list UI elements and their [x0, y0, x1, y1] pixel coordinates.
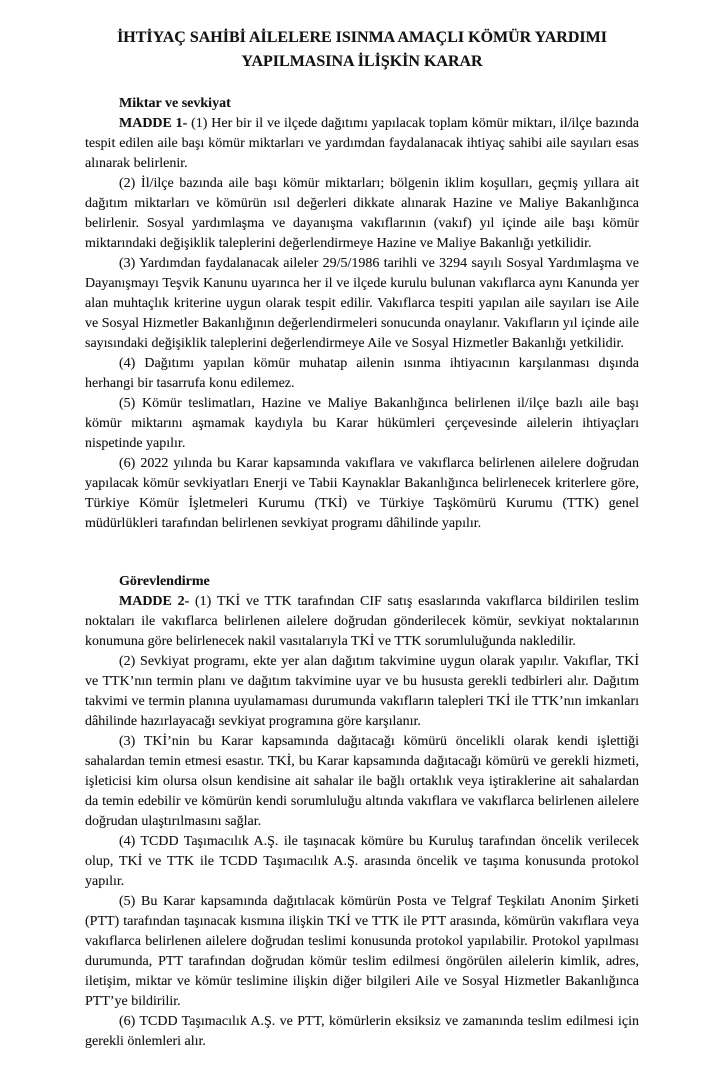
madde-2-paragraph-1-text: (1) TKİ ve TTK tarafından CIF satış esaslarında vakıflarca bildirilen teslim noktaları ile vakıflarca belirlenen ailelere doğrudan gönderilecek kömür, sevkiyat noktalarının konumuna göre belirlenecek nakil vasıtalarıyla TKİ ve TTK sorumluluğunda nakledilir. [85, 594, 639, 649]
madde-1-paragraph-5: (5) Kömür teslimatları, Hazine ve Maliye Bakanlığınca belirlenen il/ilçe bazlı aile başı kömür miktarını aşmamak kaydıyla bu Karar hükümleri çerçevesinde ailelerin ihtiyaçları nispetinde yapılır. [85, 396, 639, 451]
madde-2-paragraph-4: (4) TCDD Taşımacılık A.Ş. ile taşınacak kömüre bu Kuruluş tarafından öncelik verilecek olup, TKİ ve TTK ile TCDD Taşımacılık A.Ş. arasında öncelik ve taşıma konusunda protokol yapılır. [85, 834, 639, 889]
section-gorevlendirme [85, 572, 639, 1052]
section-heading-gorevlendirme: Görevlendirme [119, 574, 210, 589]
madde-2-label: MADDE 2- [119, 594, 190, 609]
document-title [95, 26, 629, 74]
madde-1-label: MADDE 1- [119, 116, 188, 131]
madde-1-paragraph-4: (4) Dağıtımı yapılan kömür muhatap ailenin ısınma ihtiyacının karşılanması dışında herhangi bir tasarrufa konu edilemez. [85, 356, 639, 391]
madde-1-paragraph-1-text: (1) Her bir il ve ilçede dağıtımı yapılacak toplam kömür miktarı, il/ilçe bazında tespit edilen aile başı kömür miktarları ve yardımdan faydalanacak ihtiyaç sahibi aile sayıları esas alınarak belirlenir. [85, 116, 639, 171]
madde-1-paragraph-1 [85, 114, 639, 174]
section-miktar-ve-sevkiyat [85, 94, 639, 534]
madde-2-paragraph-5: (5) Bu Karar kapsamında dağıtılacak kömürün Posta ve Telgraf Teşkilatı Anonim Şirketi (PTT) tarafından taşınacak kısmına ilişkin TKİ ve TTK ile PTT arasında, kömürün vakıflara veya vakıflarca belirlenen ailelere doğrudan teslimi konusunda protokol yapılabilir. Protokol yapılması durumunda, PTT tarafından doğrudan kömür teslim edilmesi öngörülen ailelerin kimlik, adres, iletişim, miktar ve kömür teslimine ilişkin diğer bilgileri Aile ve Sosyal Hizmetler Bakanlığınca PTT’ye bildirilir. [85, 894, 639, 1009]
madde-2-paragraph-2: (2) Sevkiyat programı, ekte yer alan dağıtım takvimine uygun olarak yapılır. Vakıflar, TKİ ve TTK’nın termin planı ve dağıtım takvimine uyar ve bu hususta gerekli tedbirleri alır. Dağıtım takvimi ve termin planına uyulamaması durumunda vakıfların talepleri TKİ ile TTK’nın imkanları dâhilinde hazırlayacağı sevkiyat programına göre karşılanır. [85, 654, 639, 729]
madde-2-paragraph-3: (3) TKİ’nin bu Karar kapsamında dağıtacağı kömürü öncelikli olarak kendi işlettiği sahalardan temin etmesi esastır. TKİ, bu Karar kapsamında dağıtacağı kömürü ve gerekli hizmeti, işleticisi kim olursa olsun kendisine ait sahalar ile bağlı ortaklık veya iştiraklerine ait sahalardan da temin edebilir ve kömürün kendi sorumluluğu altında vakıflara ve vakıflarca belirlenen ailelere doğrudan ulaştırılmasını sağlar. [85, 734, 639, 829]
title-line-1: İHTİYAÇ SAHİBİ AİLELERE ISINMA AMAÇLI KÖMÜR YARDIMI [117, 29, 607, 46]
madde-1-paragraph-6: (6) 2022 yılında bu Karar kapsamında vakıflara ve vakıflarca belirlenen ailelere doğrudan yapılacak kömür sevkiyatları Enerji ve Tabii Kaynaklar Bakanlığınca belirlenecek kriterlere göre, Türkiye Kömür İşletmeleri Kurumu (TKİ) ve Türkiye Taşkömürü Kurumu (TTK) genel müdürlükleri tarafından belirlenen sevkiyat programı dâhilinde yapılır. [85, 456, 639, 531]
section-heading-miktar-ve-sevkiyat: Miktar ve sevkiyat [119, 96, 231, 111]
madde-2-paragraph-1 [85, 592, 639, 652]
madde-1-paragraph-2: (2) İl/ilçe bazında aile başı kömür miktarları; bölgenin iklim koşulları, geçmiş yıllara ait dağıtım miktarları ve kömürün ısıl değerleri dikkate alınarak Hazine ve Maliye Bakanlığınca belirlenir. Sosyal yardımlaşma ve dayanışma vakıflarının (vakıf) yıl içinde aile başı kömür miktarındaki değişiklik taleplerini değerlendirmeye Hazine ve Maliye Bakanlığı yetkilidir. [85, 176, 639, 251]
madde-1-paragraph-3: (3) Yardımdan faydalanacak aileler 29/5/1986 tarihli ve 3294 sayılı Sosyal Yardımlaşma ve Dayanışmayı Teşvik Kanunu uyarınca her il ve ilçede kurulu bulunan vakıflarca aynı Kanunda yer alan muhtaçlık kriterine uygun olarak tespit edilir. Vakıflarca tespiti yapılan aile sayıları ise Aile ve Sosyal Hizmetler Bakanlığının değerlendirmeleri sonucunda onaylanır. Vakıfların yıl içinde aile sayısındaki değişiklik taleplerini değerlendirmeye Aile ve Sosyal Hizmetler Bakanlığı yetkilidir. [85, 256, 639, 351]
madde-2-paragraph-6: (6) TCDD Taşımacılık A.Ş. ve PTT, kömürlerin eksiksiz ve zamanında teslim edilmesi için gerekli önlemleri alır. [85, 1014, 639, 1049]
title-line-2: YAPILMASINA İLİŞKİN KARAR [241, 53, 483, 70]
